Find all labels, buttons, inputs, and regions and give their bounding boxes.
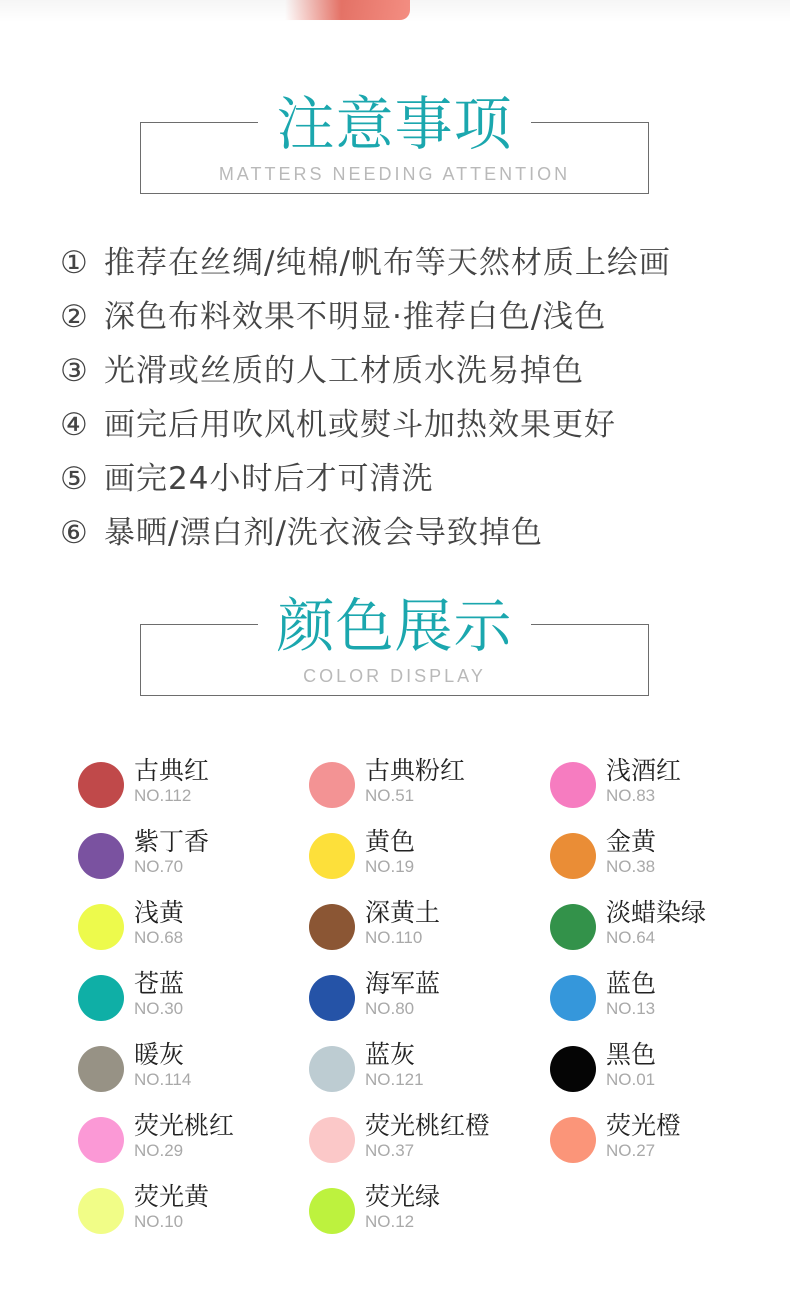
color-code: NO.112 (134, 786, 192, 805)
color-name: 蓝灰 (365, 1040, 416, 1069)
color-name: 浅酒红 (606, 756, 682, 785)
color-code: NO.30 (134, 999, 184, 1018)
note-text: 画完后用吹风机或熨斗加热效果更好 (104, 407, 616, 443)
colors-title (140, 594, 649, 658)
color-name: 浅黄 (134, 898, 185, 927)
color-code: NO.19 (365, 857, 415, 876)
color-swatch-item (78, 969, 308, 1025)
color-swatch-item (78, 827, 308, 883)
color-swatch-item (550, 898, 780, 954)
color-name: 黑色 (606, 1040, 657, 1069)
note-number: ② (60, 299, 89, 335)
note-number: ① (60, 245, 89, 281)
color-code: NO.70 (134, 857, 184, 876)
color-swatch-item (309, 898, 539, 954)
color-code: NO.121 (365, 1070, 424, 1089)
color-name: 古典粉红 (365, 756, 466, 785)
color-swatch-item (550, 756, 780, 812)
notes-title (140, 92, 649, 156)
color-swatch-item (309, 1182, 539, 1238)
note-text: 推荐在丝绸/纯棉/帆布等天然材质上绘画 (104, 245, 671, 281)
color-name: 紫丁香 (134, 827, 210, 856)
color-name: 黄色 (365, 827, 416, 856)
note-text: 深色布料效果不明显·推荐白色/浅色 (104, 299, 607, 335)
notes-subtitle: MATTERS NEEDING ATTENTION (218, 164, 571, 184)
color-swatch-item (78, 1111, 308, 1167)
color-name: 荧光桃红 (134, 1111, 235, 1140)
note-item (60, 236, 671, 290)
color-dot (550, 833, 596, 879)
color-name: 荧光橙 (606, 1111, 682, 1140)
top-product-edge (0, 0, 790, 22)
color-swatch-item (309, 1111, 539, 1167)
color-code: NO.13 (606, 999, 656, 1018)
color-name: 荧光黄 (134, 1182, 210, 1211)
color-code: NO.83 (606, 786, 656, 805)
notes-list (60, 236, 671, 560)
note-item (60, 452, 671, 506)
color-name: 淡蜡染绿 (606, 898, 707, 927)
note-text: 暴晒/漂白剂/洗衣液会导致掉色 (104, 515, 543, 551)
color-code: NO.29 (134, 1141, 184, 1160)
color-code: NO.01 (606, 1070, 656, 1089)
color-name: 荧光绿 (365, 1182, 441, 1211)
color-dot (309, 1188, 355, 1234)
color-name: 海军蓝 (365, 969, 441, 998)
note-number: ③ (60, 353, 89, 389)
color-name: 荧光桃红橙 (365, 1111, 491, 1140)
color-swatch-item (309, 1040, 539, 1096)
colors-subtitle: COLOR DISPLAY (303, 666, 486, 686)
color-name: 蓝色 (606, 969, 657, 998)
color-swatch-item (78, 756, 308, 812)
note-number: ⑥ (60, 515, 89, 551)
color-dot (309, 904, 355, 950)
color-swatch-item (309, 827, 539, 883)
color-name: 苍蓝 (134, 969, 185, 998)
color-swatch-item (550, 1111, 780, 1167)
colors-title-text: 颜色展示 (258, 592, 530, 660)
color-code: NO.64 (606, 928, 656, 947)
color-swatch-item (550, 827, 780, 883)
color-code: NO.37 (365, 1141, 415, 1160)
color-dot (78, 1188, 124, 1234)
color-swatch-item (309, 969, 539, 1025)
note-number: ④ (60, 407, 89, 443)
note-item (60, 398, 671, 452)
color-dot (309, 1046, 355, 1092)
color-swatch-item (550, 1040, 780, 1096)
product-image-fragment (285, 0, 410, 20)
color-code: NO.38 (606, 857, 656, 876)
notes-title-text: 注意事项 (258, 90, 530, 158)
color-dot (309, 762, 355, 808)
color-dot (309, 833, 355, 879)
color-dot (550, 1046, 596, 1092)
color-dot (309, 975, 355, 1021)
color-code: NO.114 (134, 1070, 192, 1089)
note-text: 画完24小时后才可清洗 (104, 461, 434, 497)
color-name: 金黄 (606, 827, 657, 856)
note-number: ⑤ (60, 461, 89, 497)
color-dot (78, 1117, 124, 1163)
color-code: NO.80 (365, 999, 415, 1018)
color-dot (78, 762, 124, 808)
color-swatch-item (78, 1182, 308, 1238)
color-code: NO.51 (365, 786, 415, 805)
color-dot (550, 762, 596, 808)
color-dot (78, 904, 124, 950)
note-item (60, 290, 671, 344)
color-dot (309, 1117, 355, 1163)
note-item (60, 506, 671, 560)
note-text: 光滑或丝质的人工材质水洗易掉色 (104, 353, 584, 389)
color-swatch-item (309, 756, 539, 812)
color-swatch-item (78, 898, 308, 954)
color-code: NO.12 (365, 1212, 415, 1231)
color-swatch-item (78, 1040, 308, 1096)
color-code: NO.10 (134, 1212, 184, 1231)
color-code: NO.68 (134, 928, 184, 947)
color-dot (550, 975, 596, 1021)
color-code: NO.110 (365, 928, 423, 947)
color-dot (78, 1046, 124, 1092)
color-name: 古典红 (134, 756, 210, 785)
color-dot (550, 904, 596, 950)
color-name: 暖灰 (134, 1040, 185, 1069)
note-item (60, 344, 671, 398)
color-dot (550, 1117, 596, 1163)
color-dot (78, 833, 124, 879)
color-dot (78, 975, 124, 1021)
color-swatch-item (550, 969, 780, 1025)
color-name: 深黄土 (365, 898, 441, 927)
color-code: NO.27 (606, 1141, 656, 1160)
